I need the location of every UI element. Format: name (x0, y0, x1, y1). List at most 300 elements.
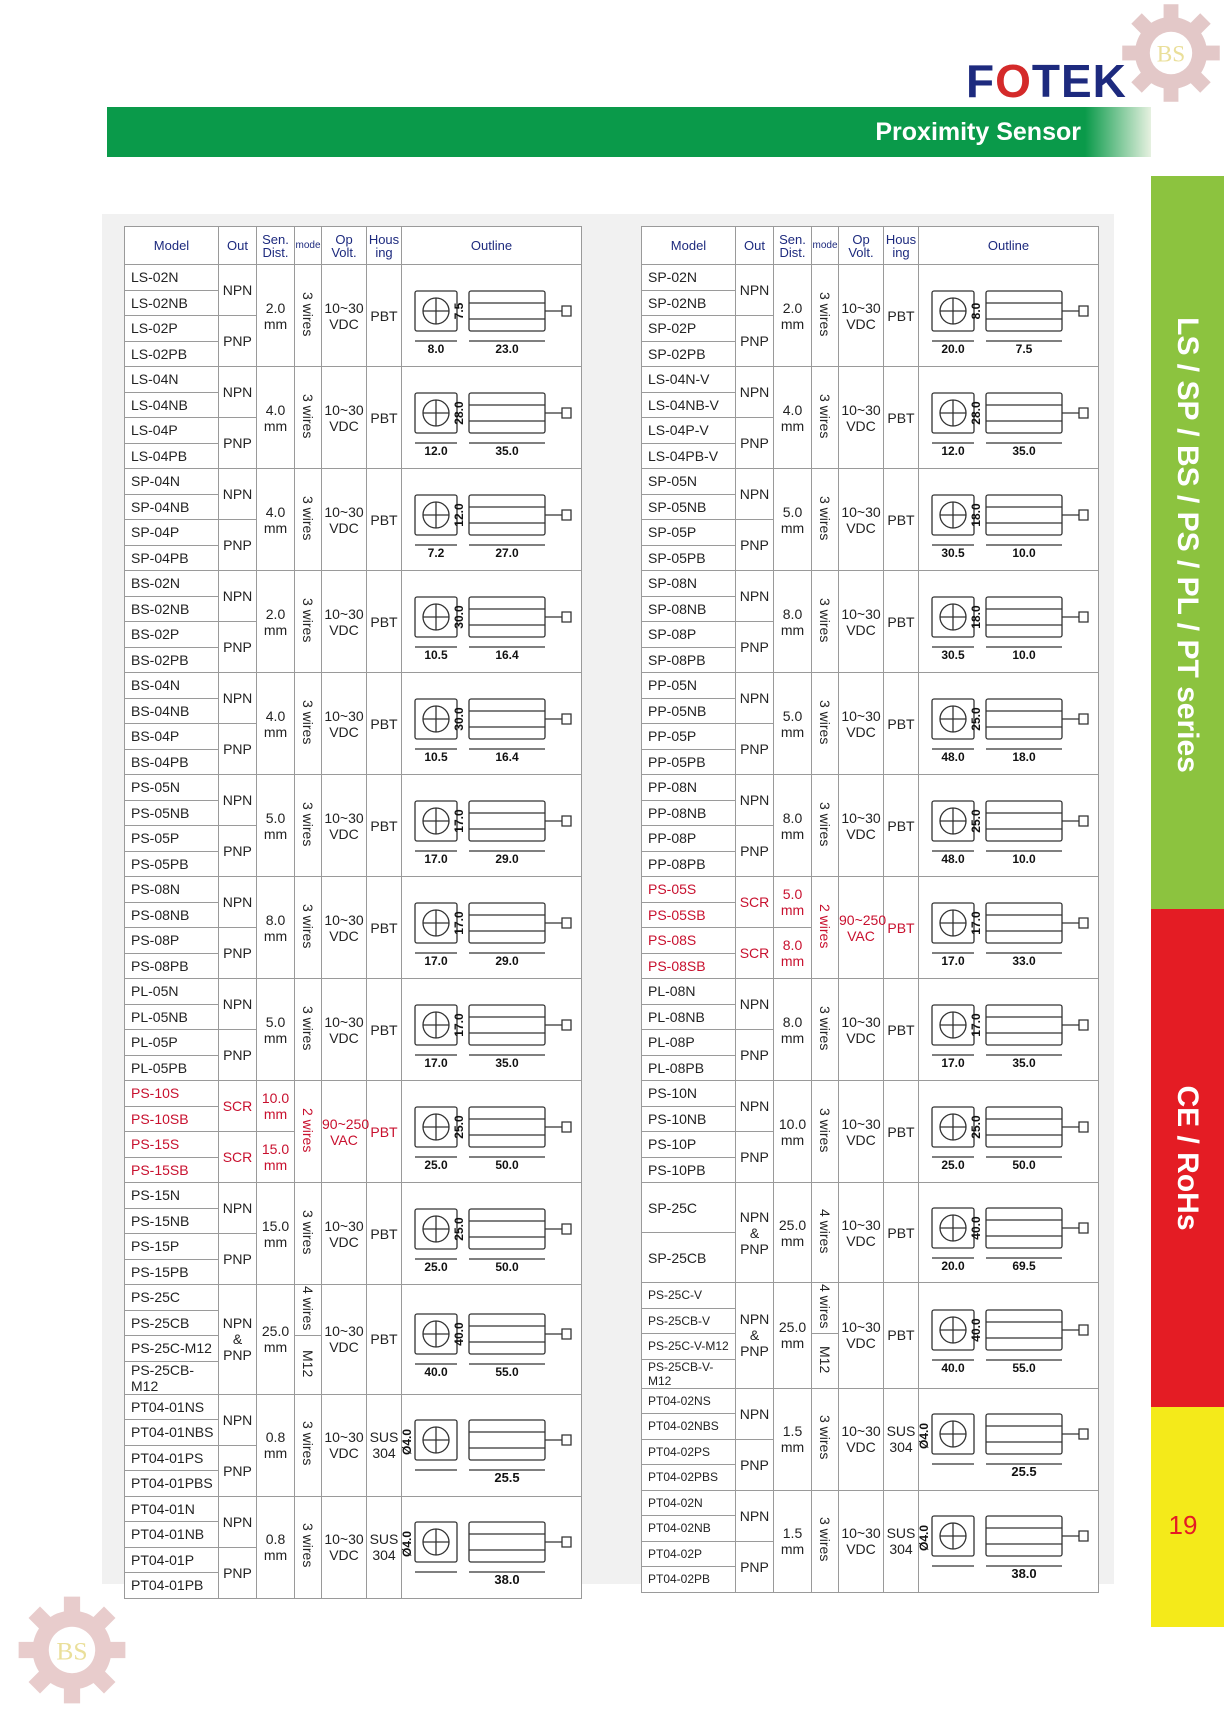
dimension-label: 25.0 (940, 1157, 965, 1172)
dimension-label: Ø4.0 (916, 1524, 931, 1552)
sensor-outline-drawing (407, 1191, 577, 1277)
housing-cell: PBT (884, 673, 919, 775)
outline-cell (916, 1490, 1099, 1592)
housing-cell: PBT (367, 1285, 402, 1395)
model-cell: LS-04P (125, 418, 219, 444)
housing-cell: PBT (367, 265, 402, 367)
outline-cell (919, 979, 1099, 1081)
model-cell: PL-05N (125, 979, 219, 1005)
model-cell: BS-04N (125, 673, 219, 699)
sensing-distance-cell: 8.0 mm (774, 775, 812, 877)
housing-cell: PBT (884, 571, 919, 673)
dimension-label: 33.0 (1011, 953, 1036, 968)
model-cell: PS-25CB (125, 1310, 219, 1336)
dimension-label: 17.0 (968, 1012, 983, 1037)
model-cell: SP-08PB (642, 647, 736, 673)
model-cell: SP-25CB (642, 1233, 736, 1283)
mode-cell: 3 wires (295, 571, 322, 673)
sensor-outline-drawing (924, 477, 1094, 563)
model-cell: PP-08N (642, 775, 736, 801)
model-cell: PP-05PB (642, 749, 736, 775)
dimension-label: 12.0 (940, 443, 965, 458)
dimension-label: 18.0 (968, 502, 983, 527)
sensor-outline-drawing (407, 987, 577, 1073)
out-cell: PNP (736, 418, 774, 469)
outline-cell (919, 775, 1099, 877)
dimension-label: 35.0 (1011, 443, 1036, 458)
model-cell: PT04-02NB (642, 1516, 736, 1542)
sensing-distance-cell: 10.0 mm (257, 1081, 295, 1132)
mode-cell: 4 wires (812, 1183, 839, 1283)
op-voltage-cell: 10~30 VDC (322, 1496, 367, 1598)
table-row (642, 367, 1099, 393)
model-cell: BS-02PB (125, 647, 219, 673)
sensor-outline-drawing (916, 1498, 1094, 1584)
out-cell: NPN (736, 1081, 774, 1132)
sensing-distance-cell: 8.0 mm (257, 877, 295, 979)
out-cell: NPN (219, 571, 257, 622)
model-cell: LS-02NB (125, 290, 219, 316)
dimension-label: 25.5 (1010, 1464, 1037, 1479)
model-cell: SP-02PB (642, 341, 736, 367)
out-cell: NPN (736, 775, 774, 826)
out-cell: NPN (736, 979, 774, 1030)
outline-header: Outline (402, 227, 582, 265)
model-cell: PT04-02N (642, 1490, 736, 1516)
table-row (125, 877, 582, 903)
mode-cell: 3 wires (295, 265, 322, 367)
mode-cell: 3 wires (812, 265, 839, 367)
model-cell: BS-02P (125, 622, 219, 648)
sensor-outline-drawing (924, 681, 1094, 767)
model-cell: PS-08PB (125, 953, 219, 979)
table-row (125, 367, 582, 393)
mode-cell: 2 wires (812, 877, 839, 979)
sensing-distance-cell: 5.0 mm (774, 673, 812, 775)
op-voltage-cell: 10~30 VDC (839, 469, 884, 571)
dimension-label: 40.0 (451, 1322, 466, 1346)
out-cell: PNP (219, 928, 257, 979)
model-cell: PS-08P (125, 928, 219, 954)
model-cell: PL-05P (125, 1030, 219, 1056)
model-cell: PS-05NB (125, 800, 219, 826)
housing-cell: PBT (884, 367, 919, 469)
model-cell: PT04-01NBS (125, 1420, 219, 1446)
dimension-label: 10.5 (423, 647, 448, 662)
housing-cell: SUS 304 (884, 1490, 919, 1592)
dimension-label: 17.0 (451, 910, 466, 935)
dimension-label: 10.5 (423, 749, 448, 764)
out-cell: NPN (736, 1490, 774, 1541)
op-voltage-header: Op Volt. (322, 227, 367, 265)
model-cell: PT04-01PB (125, 1573, 219, 1599)
table-row (125, 1081, 582, 1107)
model-cell: PS-08SB (642, 953, 736, 979)
housing-cell: PBT (367, 877, 402, 979)
sensing-distance-cell: 8.0 mm (774, 979, 812, 1081)
outline-cell (402, 367, 582, 469)
model-cell: PS-10N (642, 1081, 736, 1107)
outline-cell (919, 673, 1099, 775)
out-cell: NPN (736, 469, 774, 520)
model-cell: PS-15S (125, 1132, 219, 1158)
model-cell: PS-25CB-V-M12 (642, 1359, 736, 1388)
dimension-label: 25.0 (423, 1259, 448, 1274)
table-header-row (642, 227, 1099, 265)
model-cell: PL-08N (642, 979, 736, 1005)
outline-cell (916, 1388, 1099, 1490)
sensing-distance-cell: 25.0 mm (774, 1283, 812, 1389)
op-voltage-cell: 10~30 VDC (839, 775, 884, 877)
model-cell: PT04-01NS (125, 1394, 219, 1420)
sensing-distance-cell: 5.0 mm (257, 775, 295, 877)
dimension-label: 25.0 (968, 1114, 983, 1139)
out-cell: PNP (736, 520, 774, 571)
sensing-distance-header: Sen. Dist. (257, 227, 295, 265)
dimension-label: 50.0 (494, 1157, 519, 1172)
out-cell: PNP (219, 418, 257, 469)
sensor-outline-drawing (407, 273, 577, 359)
model-cell: SP-05N (642, 469, 736, 495)
model-cell: PT04-02NS (642, 1388, 736, 1414)
table-row (125, 979, 582, 1005)
model-cell: SP-04PB (125, 545, 219, 571)
model-cell: LS-02N (125, 265, 219, 291)
dimension-label: 16.4 (494, 749, 519, 764)
dimension-label: 17.0 (451, 1012, 466, 1037)
op-voltage-cell: 10~30 VDC (322, 367, 367, 469)
sensor-outline-drawing (407, 1296, 577, 1382)
model-cell: PS-10S (125, 1081, 219, 1107)
out-cell: NPN (736, 1388, 774, 1439)
banner-title: Proximity Sensor (875, 118, 1081, 146)
model-cell: BS-02NB (125, 596, 219, 622)
model-cell: PS-05P (125, 826, 219, 852)
model-cell: PL-05PB (125, 1055, 219, 1081)
sensor-outline-drawing (399, 1402, 577, 1488)
out-cell: PNP (219, 316, 257, 367)
mode-cell: M12 (812, 1334, 839, 1389)
op-voltage-cell: 10~30 VDC (322, 775, 367, 877)
mode-cell: 3 wires (295, 979, 322, 1081)
model-cell: PS-10P (642, 1132, 736, 1158)
table-row (125, 775, 582, 801)
sensing-distance-cell: 8.0 mm (774, 928, 812, 979)
out-cell: PNP (736, 724, 774, 775)
spec-table-left (124, 226, 582, 1599)
model-cell: SP-05P (642, 520, 736, 546)
model-cell: PS-10PB (642, 1157, 736, 1183)
op-voltage-cell: 10~30 VDC (322, 979, 367, 1081)
mode-cell: 4 wires (295, 1285, 322, 1336)
housing-cell: PBT (367, 1081, 402, 1183)
model-cell: LS-04PB-V (642, 443, 736, 469)
outline-cell (919, 265, 1099, 367)
table-row (642, 469, 1099, 495)
dimension-label: 48.0 (940, 851, 965, 866)
out-header: Out (736, 227, 774, 265)
model-cell: SP-04P (125, 520, 219, 546)
sensor-outline-drawing (924, 579, 1094, 665)
out-cell: NPN (219, 367, 257, 418)
model-cell: SP-25C (642, 1183, 736, 1233)
dimension-label: 55.0 (1011, 1361, 1036, 1376)
dimension-label: 25.0 (968, 706, 983, 731)
out-cell: PNP (219, 520, 257, 571)
dimension-label: 18.0 (968, 604, 983, 629)
model-cell: PS-15SB (125, 1157, 219, 1183)
brand-logo: FOTEK (966, 55, 1127, 107)
out-cell: PNP (219, 826, 257, 877)
op-voltage-cell: 10~30 VDC (322, 673, 367, 775)
out-cell: SCR (736, 877, 774, 928)
dimension-label: 10.0 (1011, 647, 1036, 662)
housing-cell: SUS 304 (367, 1496, 402, 1598)
out-cell: SCR (219, 1132, 257, 1183)
mode-cell: 3 wires (295, 1183, 322, 1285)
sensing-distance-cell: 4.0 mm (257, 367, 295, 469)
model-cell: LS-04NB (125, 392, 219, 418)
model-cell: PS-15NB (125, 1208, 219, 1234)
mode-cell: 3 wires (812, 1081, 839, 1183)
gear-watermark-icon (1118, 0, 1224, 106)
model-cell: SP-04N (125, 469, 219, 495)
mode-cell: 3 wires (812, 775, 839, 877)
dimension-label: 50.0 (1011, 1157, 1036, 1172)
model-cell: PS-10NB (642, 1106, 736, 1132)
op-voltage-cell: 10~30 VDC (839, 1081, 884, 1183)
outline-cell (399, 1394, 582, 1496)
sensing-distance-cell: 4.0 mm (257, 673, 295, 775)
model-cell: PT04-01NB (125, 1522, 219, 1548)
housing-cell: PBT (884, 265, 919, 367)
dimension-label: 25.0 (968, 808, 983, 833)
model-cell: LS-02P (125, 316, 219, 342)
op-voltage-cell: 10~30 VDC (839, 1283, 884, 1389)
housing-header: Hous ing (884, 227, 919, 265)
model-cell: PS-05PB (125, 851, 219, 877)
sensing-distance-cell: 25.0 mm (257, 1285, 295, 1395)
sensor-outline-drawing (924, 1190, 1094, 1276)
out-cell: SCR (736, 928, 774, 979)
dimension-label: 40.0 (423, 1365, 448, 1380)
outline-cell (402, 979, 582, 1081)
dimension-label: 28.0 (451, 400, 466, 425)
dimension-label: 10.0 (1011, 851, 1036, 866)
outline-cell (402, 265, 582, 367)
model-cell: SP-02NB (642, 290, 736, 316)
sensor-outline-drawing (924, 1089, 1094, 1175)
dimension-label: 40.0 (968, 1318, 983, 1342)
sensing-distance-cell: 4.0 mm (774, 367, 812, 469)
sensing-distance-cell: 15.0 mm (257, 1132, 295, 1183)
dimension-label: 17.0 (940, 1055, 965, 1070)
housing-cell: PBT (884, 1183, 919, 1283)
out-cell: NPN (219, 775, 257, 826)
dimension-label: 50.0 (494, 1259, 519, 1274)
mode-header: mode (812, 227, 839, 265)
sensing-distance-cell: 5.0 mm (257, 979, 295, 1081)
model-cell: PS-25C-V-M12 (642, 1334, 736, 1360)
model-cell: PS-08N (125, 877, 219, 903)
model-cell: PP-05NB (642, 698, 736, 724)
dimension-label: 17.0 (940, 953, 965, 968)
op-voltage-cell: 90~250 VAC (839, 877, 884, 979)
model-cell: SP-04NB (125, 494, 219, 520)
out-cell: NPN (219, 1183, 257, 1234)
model-cell: PP-05P (642, 724, 736, 750)
housing-cell: PBT (884, 877, 919, 979)
sensing-distance-cell: 2.0 mm (774, 265, 812, 367)
op-voltage-cell: 10~30 VDC (322, 265, 367, 367)
sensing-distance-cell: 2.0 mm (257, 265, 295, 367)
out-cell: NPN & PNP (736, 1183, 774, 1283)
dimension-label: 28.0 (968, 400, 983, 425)
out-cell: PNP (736, 316, 774, 367)
header-banner (107, 107, 1151, 157)
model-cell: LS-04N-V (642, 367, 736, 393)
op-voltage-cell: 10~30 VDC (839, 1490, 884, 1592)
housing-header: Hous ing (367, 227, 402, 265)
out-cell: PNP (219, 1547, 257, 1598)
dimension-label: 69.5 (1011, 1258, 1036, 1273)
sensor-outline-drawing (924, 987, 1094, 1073)
model-header: Model (125, 227, 219, 265)
dimension-label: 8.0 (968, 302, 983, 319)
mode-cell: 3 wires (295, 673, 322, 775)
mode-cell: 4 wires (812, 1283, 839, 1334)
op-voltage-cell: 10~30 VDC (839, 571, 884, 673)
out-cell: PNP (736, 1030, 774, 1081)
sensing-distance-cell: 15.0 mm (257, 1183, 295, 1285)
out-cell: PNP (219, 1234, 257, 1285)
model-cell: LS-04N (125, 367, 219, 393)
table-row (125, 1183, 582, 1209)
table-row (642, 1183, 1099, 1233)
housing-cell: SUS 304 (367, 1394, 402, 1496)
dimension-label: 20.0 (940, 341, 965, 356)
sensing-distance-cell: 0.8 mm (257, 1496, 295, 1598)
mode-cell: 3 wires (295, 877, 322, 979)
model-cell: SP-08N (642, 571, 736, 597)
sensor-outline-drawing (407, 681, 577, 767)
dimension-label: 17.0 (423, 953, 448, 968)
dimension-label: 12.0 (451, 502, 466, 527)
dimension-label: 17.0 (968, 910, 983, 935)
dimension-label: 30.5 (940, 545, 965, 560)
table-row (642, 571, 1099, 597)
model-cell: PT04-02PBS (642, 1465, 736, 1491)
out-cell: NPN (219, 469, 257, 520)
table-row (642, 775, 1099, 801)
dimension-label: Ø4.0 (399, 1428, 414, 1456)
outline-cell (402, 469, 582, 571)
table-row (642, 979, 1099, 1005)
model-cell: BS-04NB (125, 698, 219, 724)
sensing-distance-cell: 2.0 mm (257, 571, 295, 673)
table-row (642, 1081, 1099, 1107)
sensing-distance-cell: 8.0 mm (774, 571, 812, 673)
mode-header: mode (295, 227, 322, 265)
model-cell: PL-08P (642, 1030, 736, 1056)
op-voltage-cell: 10~30 VDC (839, 1183, 884, 1283)
sensing-distance-cell: 4.0 mm (257, 469, 295, 571)
op-voltage-cell: 10~30 VDC (322, 1183, 367, 1285)
mode-cell: 3 wires (812, 367, 839, 469)
op-voltage-cell: 10~30 VDC (322, 1285, 367, 1395)
dimension-label: 18.0 (1011, 749, 1036, 764)
dimension-label: 48.0 (940, 749, 965, 764)
model-cell: PT04-01PBS (125, 1471, 219, 1497)
sensor-outline-drawing (399, 1504, 577, 1590)
out-cell: NPN (736, 571, 774, 622)
dimension-label: 35.0 (494, 443, 519, 458)
dimension-label: 55.0 (494, 1365, 519, 1380)
dimension-label: 10.0 (1011, 545, 1036, 560)
model-cell: PS-15P (125, 1234, 219, 1260)
model-cell: PS-25C-V (642, 1283, 736, 1309)
dimension-label: 12.0 (423, 443, 448, 458)
side-series-label: LS / SP / BS / PS / PL / PT series (1171, 317, 1204, 773)
outline-cell (402, 673, 582, 775)
page-number: 19 (1168, 1510, 1198, 1540)
table-row (642, 1283, 1099, 1309)
model-cell: SP-08P (642, 622, 736, 648)
dimension-label: 20.0 (940, 1258, 965, 1273)
model-cell: SP-08NB (642, 596, 736, 622)
dimension-label: 40.0 (940, 1361, 965, 1376)
housing-cell: PBT (367, 775, 402, 877)
table-row (642, 1388, 1099, 1414)
dimension-label: 40.0 (968, 1215, 983, 1240)
dimension-label: 7.5 (451, 302, 466, 319)
model-cell: PL-05NB (125, 1004, 219, 1030)
model-cell: SP-05NB (642, 494, 736, 520)
mode-cell: 3 wires (812, 1490, 839, 1592)
model-cell: PT04-02PS (642, 1439, 736, 1465)
sensing-distance-cell: 0.8 mm (257, 1394, 295, 1496)
sensor-outline-drawing (924, 783, 1094, 869)
dimension-label: Ø4.0 (916, 1422, 931, 1450)
model-cell: SP-05PB (642, 545, 736, 571)
out-cell: NPN & PNP (736, 1283, 774, 1389)
gear-watermark-icon (14, 1592, 130, 1708)
sensing-distance-cell: 5.0 mm (774, 877, 812, 928)
model-cell: PS-08S (642, 928, 736, 954)
table-row (125, 1394, 582, 1420)
out-cell: PNP (219, 1445, 257, 1496)
out-cell: PNP (736, 622, 774, 673)
model-cell: BS-04PB (125, 749, 219, 775)
table-row (125, 673, 582, 699)
model-cell: PS-10SB (125, 1106, 219, 1132)
model-cell: PS-25CB-M12 (125, 1361, 219, 1394)
model-cell: PS-15N (125, 1183, 219, 1209)
table-row (642, 877, 1099, 903)
dimension-label: 30.5 (940, 647, 965, 662)
sensor-outline-drawing (924, 375, 1094, 461)
mode-cell: 2 wires (295, 1081, 322, 1183)
housing-cell: PBT (367, 979, 402, 1081)
dimension-label: 30.0 (451, 604, 466, 629)
dimension-label: 38.0 (493, 1572, 520, 1587)
dimension-label: 38.0 (1010, 1566, 1037, 1581)
model-cell: PT04-01PS (125, 1445, 219, 1471)
watermark-text: BS (1156, 41, 1186, 68)
watermark-text: BS (56, 1636, 88, 1666)
model-cell: PL-08NB (642, 1004, 736, 1030)
model-cell: PP-05N (642, 673, 736, 699)
